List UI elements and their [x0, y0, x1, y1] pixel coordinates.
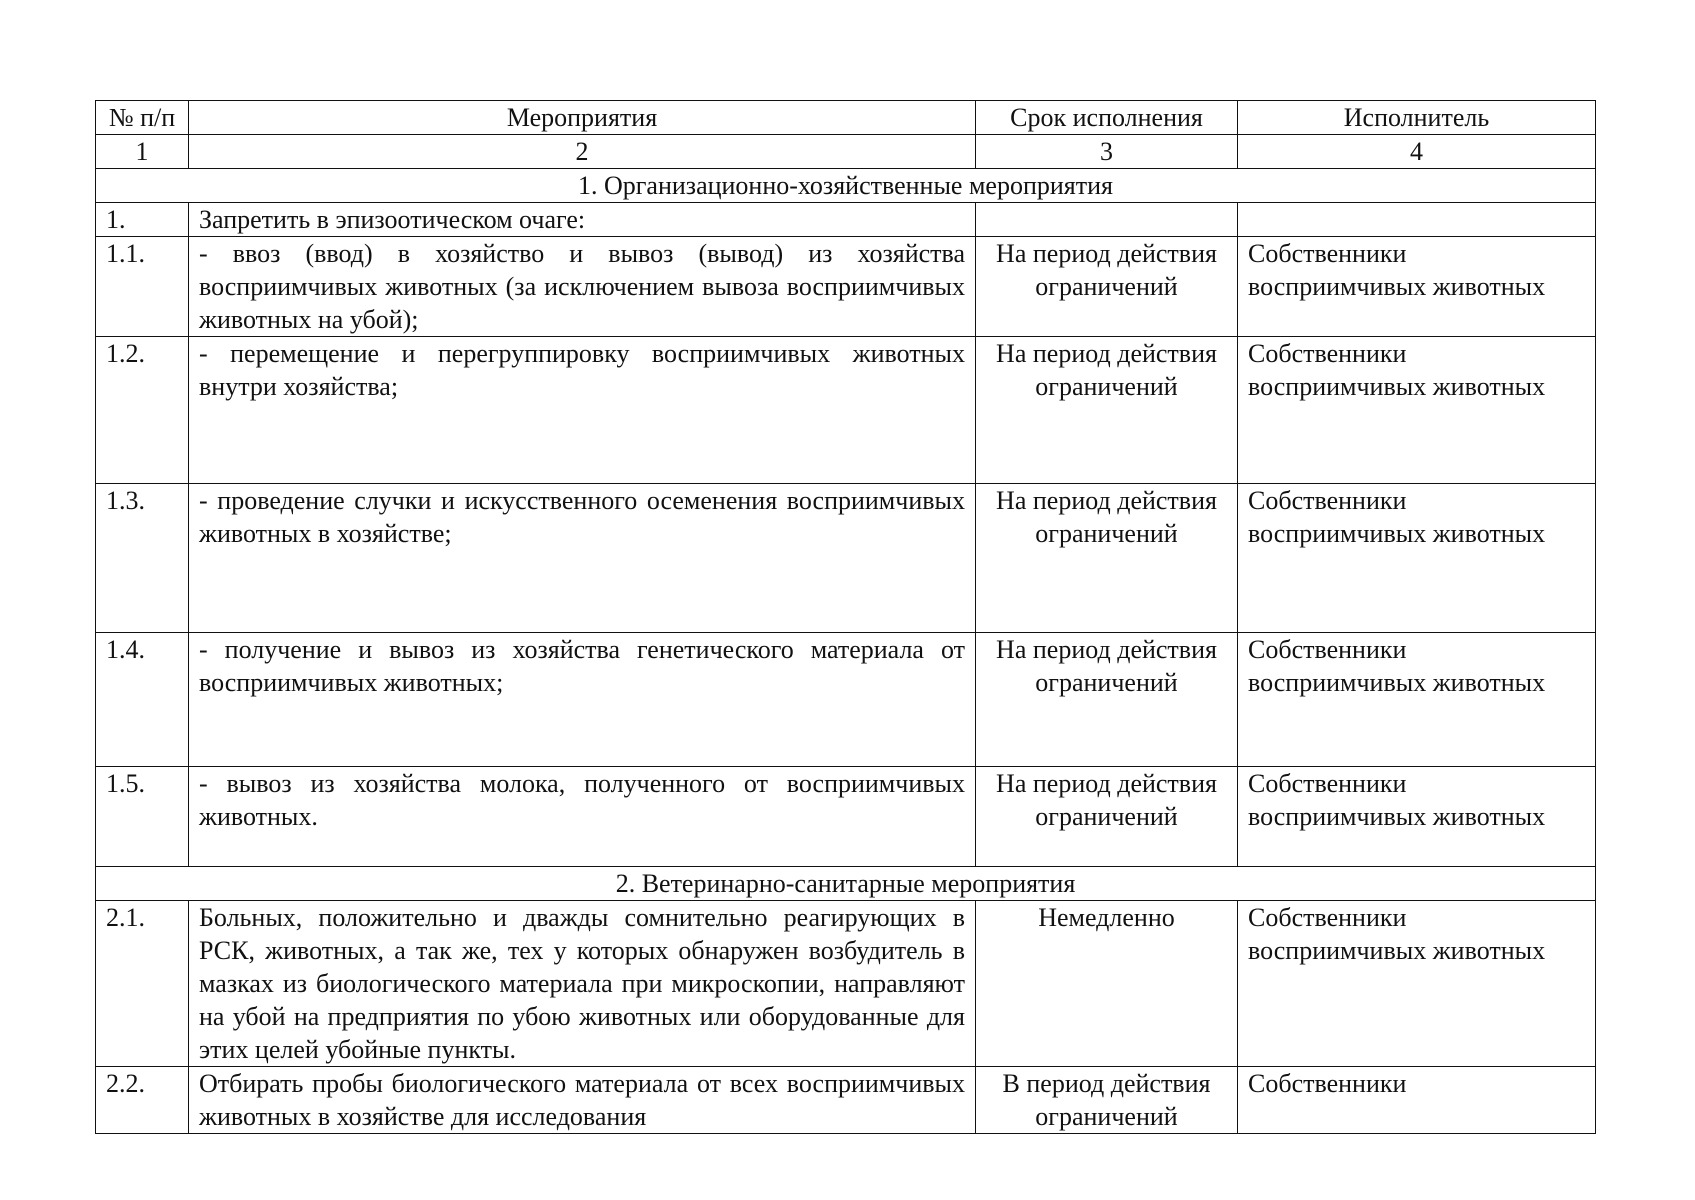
row-executor: Собственники восприимчивых животных: [1238, 767, 1596, 867]
table-row: [96, 203, 1596, 237]
row-term: На период действия ограничений: [976, 767, 1238, 867]
row-executor: Собственники: [1238, 1067, 1596, 1134]
index-2: 2: [189, 135, 976, 169]
row-term: На период действия ограничений: [976, 633, 1238, 767]
row-action: - перемещение и перегруппировку восприимчивых животных внутри хозяйства;: [189, 337, 976, 484]
header-action: Мероприятия: [189, 101, 976, 135]
row-num: 2.2.: [96, 1067, 189, 1134]
row-term: На период действия ограничений: [976, 337, 1238, 484]
section-title: 2. Ветеринарно-санитарные мероприятия: [96, 867, 1596, 901]
row-num: 1.: [96, 203, 189, 237]
row-executor: Собственники восприимчивых животных: [1238, 901, 1596, 1067]
section-title: 1. Организационно-хозяйственные мероприятия: [96, 169, 1596, 203]
row-term: Немедленно: [976, 901, 1238, 1067]
table-row: [96, 901, 1596, 1067]
section-heading: [96, 867, 1596, 901]
table-row: [96, 484, 1596, 633]
table-row: [96, 1067, 1596, 1134]
section-heading: [96, 169, 1596, 203]
index-4: 4: [1238, 135, 1596, 169]
row-action: - ввоз (ввод) в хозяйство и вывоз (вывод) из хозяйства восприимчивых животных (за исключением вывоза восприимчивых животных на убой);: [189, 237, 976, 337]
row-term: [976, 203, 1238, 237]
row-term: На период действия ограничений: [976, 237, 1238, 337]
table-row: [96, 337, 1596, 484]
table-row: [96, 237, 1596, 337]
header-executor: Исполнитель: [1238, 101, 1596, 135]
index-3: 3: [976, 135, 1238, 169]
row-executor: [1238, 203, 1596, 237]
row-action: - проведение случки и искусственного осеменения восприимчивых животных в хозяйстве;: [189, 484, 976, 633]
row-executor: Собственники восприимчивых животных: [1238, 237, 1596, 337]
index-1: 1: [96, 135, 189, 169]
row-action: Запретить в эпизоотическом очаге:: [189, 203, 976, 237]
row-executor: Собственники восприимчивых животных: [1238, 337, 1596, 484]
row-executor: Собственники восприимчивых животных: [1238, 633, 1596, 767]
header-row: [96, 101, 1596, 135]
header-term: Срок исполнения: [976, 101, 1238, 135]
table-row: [96, 767, 1596, 867]
row-num: 1.2.: [96, 337, 189, 484]
measures-table: [95, 100, 1596, 1134]
row-action: - вывоз из хозяйства молока, полученного от восприимчивых животных.: [189, 767, 976, 867]
row-action: Отбирать пробы биологического материала от всех восприимчивых животных в хозяйстве для исследования: [189, 1067, 976, 1134]
row-num: 1.5.: [96, 767, 189, 867]
row-term: На период действия ограничений: [976, 484, 1238, 633]
row-num: 1.4.: [96, 633, 189, 767]
header-num: № п/п: [96, 101, 189, 135]
row-num: 1.1.: [96, 237, 189, 337]
index-row: [96, 135, 1596, 169]
row-term: В период действия ограничений: [976, 1067, 1238, 1134]
row-num: 1.3.: [96, 484, 189, 633]
row-num: 2.1.: [96, 901, 189, 1067]
row-action: Больных, положительно и дважды сомнительно реагирующих в РСК, животных, а так же, тех у которых обнаружен возбудитель в мазках из биологического материала при микроскопии, направляют на убой на предприятия по убою животных или оборудованные для этих целей убойные пункты.: [189, 901, 976, 1067]
row-action: - получение и вывоз из хозяйства генетического материала от восприимчивых животных;: [189, 633, 976, 767]
row-executor: Собственники восприимчивых животных: [1238, 484, 1596, 633]
table-row: [96, 633, 1596, 767]
